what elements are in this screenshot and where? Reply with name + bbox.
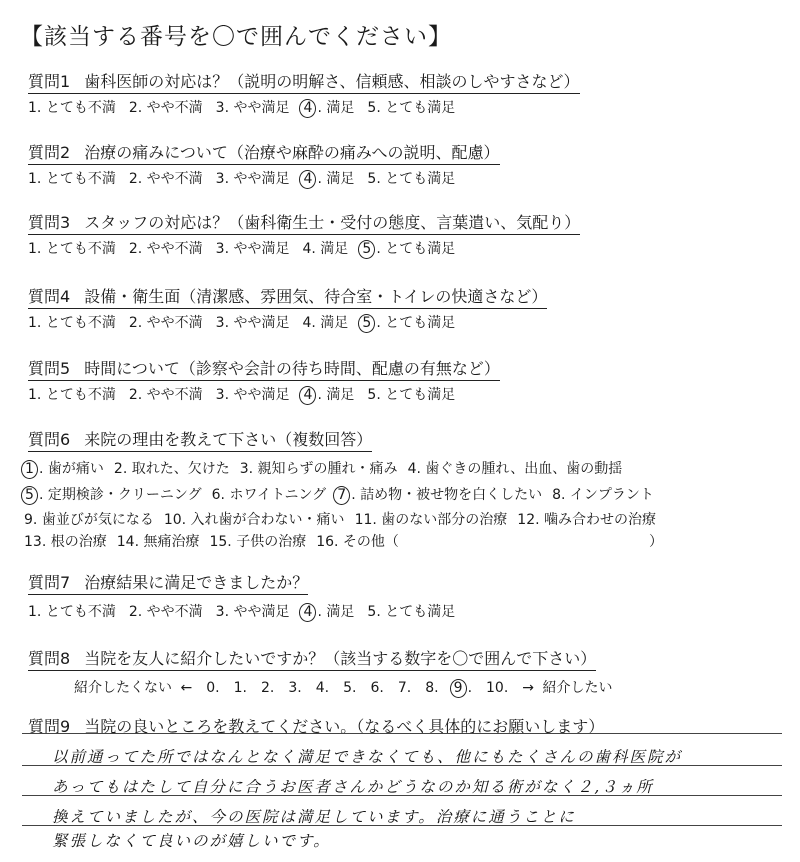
option-label: . xyxy=(351,680,357,696)
option-number: 8 xyxy=(425,680,435,696)
option-number: 1 xyxy=(28,241,37,257)
question-3-heading: 質問3 スタッフの対応は？（歯科衛生士・受付の態度、言葉遣い、気配り） xyxy=(28,213,580,235)
scale-option[interactable] xyxy=(343,680,356,696)
rating-option[interactable] xyxy=(28,601,116,621)
reason-row xyxy=(24,509,666,529)
option-label: . 歯が痛い xyxy=(39,461,104,477)
option-number: 1 xyxy=(28,171,37,187)
question-5-options xyxy=(28,384,468,405)
option-label: . とても満足 xyxy=(376,604,456,620)
rating-option[interactable] xyxy=(129,312,203,332)
reason-option[interactable] xyxy=(209,531,306,551)
question-5 xyxy=(28,359,500,381)
question-6-heading: 質問6 来院の理由を教えて下さい（複数回答） xyxy=(28,430,372,452)
option-number: 2 xyxy=(128,387,138,403)
option-label: . とても不満 xyxy=(36,241,116,257)
question-2-options xyxy=(28,168,468,189)
option-number: 2 xyxy=(128,241,138,257)
option-label: . xyxy=(269,680,275,696)
option-number: 2 xyxy=(128,171,138,187)
option-number: 4 xyxy=(315,680,325,696)
question-3 xyxy=(28,213,580,235)
option-number: 1 xyxy=(28,100,37,116)
option-label: . xyxy=(503,680,509,696)
scale-option[interactable] xyxy=(370,680,383,696)
option-label: . インプラント xyxy=(561,487,654,503)
question-4-heading: 質問4 設備・衛生面（清潔感、雰囲気、待合室・トイレの快適さなど） xyxy=(28,287,547,309)
question-4-options xyxy=(28,312,468,333)
reason-option[interactable] xyxy=(240,458,398,478)
rating-option[interactable] xyxy=(367,601,455,621)
option-number: 5 xyxy=(367,100,377,116)
rating-option[interactable] xyxy=(129,384,203,404)
option-number: 5 xyxy=(367,171,377,187)
option-label: . 満足 xyxy=(317,171,355,187)
option-number: 2 xyxy=(128,604,138,620)
page-title: 【該当する番号を〇で囲んでください】 xyxy=(20,24,452,50)
question-9-heading: 質問9 当院の良いところを教えてください。（なるべく具体的にお願いします） xyxy=(28,717,605,736)
option-label: . とても満足 xyxy=(376,241,456,257)
scale-right-label: → 紹介したい xyxy=(522,680,613,696)
scale-option[interactable] xyxy=(206,680,219,696)
rating-option[interactable] xyxy=(367,168,455,188)
option-label: . やや不満 xyxy=(137,100,203,116)
reason-row xyxy=(24,484,664,505)
option-number: 1 xyxy=(21,460,38,479)
question-8-heading: 質問8 当院を友人に紹介したいですか？（該当する数字を〇で囲んで下さい） xyxy=(28,649,596,671)
reason-option[interactable] xyxy=(316,531,399,551)
rating-option[interactable] xyxy=(129,238,203,258)
scale-option[interactable] xyxy=(288,680,301,696)
option-number: 9 xyxy=(24,512,33,528)
rating-option[interactable] xyxy=(367,97,455,117)
option-label: . 満足 xyxy=(311,315,349,331)
question-1-options xyxy=(28,97,468,118)
rating-option[interactable] xyxy=(129,601,203,621)
rating-option[interactable] xyxy=(302,97,354,118)
option-label: . 満足 xyxy=(317,387,355,403)
rating-option[interactable] xyxy=(28,384,116,404)
option-label: . 歯ぐきの腫れ、出血、歯の動揺 xyxy=(416,461,623,477)
reason-option[interactable] xyxy=(355,509,508,529)
answer-rule xyxy=(22,733,782,734)
question-8 xyxy=(28,649,596,671)
rating-option[interactable] xyxy=(28,312,116,332)
option-number: 5 xyxy=(358,314,375,333)
rating-option[interactable] xyxy=(216,168,290,188)
option-label: . xyxy=(215,680,220,696)
scale-option[interactable] xyxy=(425,680,438,696)
option-number: 5 xyxy=(358,240,375,259)
question-2-heading: 質問2 治療の痛みについて（治療や麻酔の痛みへの説明、配慮） xyxy=(28,143,500,165)
reason-option[interactable] xyxy=(24,458,104,479)
handwritten-answer-line: 換えていましたが、今の医院は満足しています。治療に通うことに xyxy=(52,808,576,826)
option-label: . やや満足 xyxy=(224,387,290,403)
question-6 xyxy=(28,430,372,452)
option-label: . ホワイトニング xyxy=(220,487,327,503)
option-label: . やや満足 xyxy=(224,315,290,331)
option-number: 3 xyxy=(215,604,225,620)
option-number: 12 xyxy=(517,512,536,528)
question-2 xyxy=(28,143,500,165)
option-label: . 定期検診・クリーニング xyxy=(39,487,202,503)
option-label: . xyxy=(406,680,412,696)
option-label: . xyxy=(467,680,473,696)
option-label: . とても不満 xyxy=(36,315,116,331)
option-label: . 無痛治療 xyxy=(134,534,200,550)
option-label: . その他（ xyxy=(334,534,399,550)
question-1 xyxy=(28,72,580,94)
option-number: 16 xyxy=(316,534,335,550)
scale-option[interactable] xyxy=(316,680,329,696)
reason-option[interactable] xyxy=(336,484,542,505)
option-label: . やや不満 xyxy=(137,387,203,403)
reason-option[interactable] xyxy=(24,484,202,505)
option-number: 10 xyxy=(486,680,504,696)
option-number: 7 xyxy=(397,680,407,696)
option-label: . 歯並びが気になる xyxy=(32,512,154,528)
reason-row xyxy=(24,531,673,551)
option-label: . やや満足 xyxy=(224,171,290,187)
rating-option[interactable] xyxy=(302,601,354,622)
option-label: . とても満足 xyxy=(376,315,456,331)
option-number: 3 xyxy=(215,100,225,116)
scale-option[interactable] xyxy=(486,680,508,696)
rating-option[interactable] xyxy=(28,97,116,117)
rating-option[interactable] xyxy=(216,97,290,117)
option-number: 4 xyxy=(302,315,312,331)
option-label: . やや不満 xyxy=(137,171,203,187)
option-label: . 入れ歯が合わない・痛い xyxy=(181,512,345,528)
option-number: 4 xyxy=(299,603,316,622)
option-label: . とても満足 xyxy=(376,171,456,187)
option-label: . やや満足 xyxy=(224,604,290,620)
option-number: 6 xyxy=(211,487,221,503)
option-label: . やや不満 xyxy=(137,241,203,257)
option-label: . やや不満 xyxy=(137,315,203,331)
option-label: . xyxy=(434,680,439,696)
rating-option[interactable] xyxy=(302,238,348,258)
option-label: . とても不満 xyxy=(36,100,116,116)
reason-option[interactable] xyxy=(117,531,200,551)
option-number: 4 xyxy=(299,386,316,405)
question-4 xyxy=(28,287,547,309)
other-close-paren: ） xyxy=(648,534,663,550)
option-label: . とても不満 xyxy=(36,387,116,403)
question-8-scale xyxy=(74,677,626,698)
option-number: 3 xyxy=(215,171,225,187)
option-number: 5 xyxy=(21,486,38,505)
option-number: 4 xyxy=(299,170,316,189)
option-number: 1 xyxy=(233,680,243,696)
rating-option[interactable] xyxy=(129,168,203,188)
reason-option[interactable] xyxy=(408,458,623,478)
scale-left-label: 紹介したくない ← xyxy=(74,680,193,696)
option-label: . とても満足 xyxy=(376,387,456,403)
option-label: . やや満足 xyxy=(224,100,290,116)
option-label: . とても不満 xyxy=(36,171,116,187)
rating-option[interactable] xyxy=(28,168,116,188)
handwritten-answer-line: 以前通ってた所ではなんとなく満足できなくても、他にもたくさんの歯科医院が xyxy=(52,748,683,766)
reason-option[interactable] xyxy=(212,484,327,504)
scale-option[interactable] xyxy=(261,680,274,696)
option-number: 3 xyxy=(239,461,249,477)
rating-option[interactable] xyxy=(302,384,354,405)
question-1-heading: 質問1 歯科医師の対応は？（説明の明解さ、信頼感、相談のしやすさなど） xyxy=(28,72,580,94)
rating-option[interactable] xyxy=(361,312,455,333)
option-label: . xyxy=(379,680,384,696)
handwritten-answer-line: 緊張しなくて良いのが嬉しいです。 xyxy=(52,832,331,850)
option-number: 3 xyxy=(288,680,298,696)
option-number: 2 xyxy=(128,100,138,116)
option-number: 7 xyxy=(333,486,350,505)
scale-option[interactable] xyxy=(398,680,411,696)
option-number: 4 xyxy=(299,99,316,118)
option-label: . 満足 xyxy=(317,604,355,620)
option-label: . 子供の治療 xyxy=(227,534,307,550)
option-label: . 満足 xyxy=(311,241,349,257)
rating-option[interactable] xyxy=(361,238,455,259)
reason-option[interactable] xyxy=(114,458,230,478)
option-number: 2 xyxy=(128,315,138,331)
reason-option[interactable] xyxy=(164,509,345,529)
option-number: 2 xyxy=(260,680,270,696)
option-number: 13 xyxy=(24,534,42,550)
option-label: . 満足 xyxy=(317,100,355,116)
option-label: . 根の治療 xyxy=(41,534,107,550)
option-number: 10 xyxy=(163,512,182,528)
option-number: 3 xyxy=(215,241,225,257)
option-label: . やや満足 xyxy=(224,241,290,257)
reason-option[interactable] xyxy=(24,509,154,529)
rating-option[interactable] xyxy=(216,601,290,621)
option-number: 9 xyxy=(450,679,467,698)
rating-option[interactable] xyxy=(302,312,348,332)
option-number: 4 xyxy=(302,241,312,257)
option-number: 5 xyxy=(343,680,352,696)
rating-option[interactable] xyxy=(28,238,116,258)
option-number: 1 xyxy=(28,315,37,331)
rating-option[interactable] xyxy=(302,168,354,189)
reason-option[interactable] xyxy=(24,531,107,551)
option-label: . 噛み合わせの治療 xyxy=(535,512,657,528)
option-number: 8 xyxy=(552,487,562,503)
reason-option[interactable] xyxy=(517,509,656,529)
option-number: 0 xyxy=(206,680,216,696)
option-number: 1 xyxy=(28,387,37,403)
question-7-options xyxy=(28,601,468,622)
option-number: 5 xyxy=(367,387,377,403)
reason-option[interactable] xyxy=(552,484,654,504)
option-label: . 取れた、欠けた xyxy=(122,461,230,477)
option-label: . やや不満 xyxy=(137,604,203,620)
question-3-options xyxy=(28,238,468,259)
rating-option[interactable] xyxy=(216,238,290,258)
option-label: . 詰め物・被せ物を白くしたい xyxy=(351,487,543,503)
option-label: . 歯のない部分の治療 xyxy=(372,512,508,528)
question-5-heading: 質問5 時間について（診察や会計の待ち時間、配慮の有無など） xyxy=(28,359,500,381)
reason-row xyxy=(24,458,632,479)
option-number: 1 xyxy=(28,604,37,620)
handwritten-answer-line: あってもはたして自分に合うお医者さんかどうなのか知る術がなく２,３ヵ所 xyxy=(52,778,654,796)
scale-option[interactable] xyxy=(453,679,472,698)
option-label: . xyxy=(324,680,330,696)
question-7 xyxy=(28,573,308,595)
option-label: . 親知らずの腫れ・痛み xyxy=(248,461,398,477)
option-number: 14 xyxy=(116,534,135,550)
rating-option[interactable] xyxy=(129,97,203,117)
option-number: 5 xyxy=(367,604,377,620)
option-number: 3 xyxy=(215,387,225,403)
option-number: 6 xyxy=(370,680,380,696)
option-number: 11 xyxy=(354,512,373,528)
question-7-heading: 質問7 治療結果に満足できましたか？ xyxy=(28,573,308,595)
option-number: 2 xyxy=(113,461,123,477)
rating-option[interactable] xyxy=(216,384,290,404)
option-label: . とても不満 xyxy=(36,604,116,620)
rating-option[interactable] xyxy=(367,384,455,404)
option-number: 15 xyxy=(209,534,228,550)
option-label: . xyxy=(297,680,302,696)
option-label: . とても満足 xyxy=(376,100,456,116)
rating-option[interactable] xyxy=(216,312,290,332)
question-9-answer-box xyxy=(22,733,782,848)
scale-option[interactable] xyxy=(234,680,247,696)
option-number: 4 xyxy=(407,461,417,477)
option-label: . xyxy=(242,680,247,696)
option-number: 3 xyxy=(215,315,225,331)
